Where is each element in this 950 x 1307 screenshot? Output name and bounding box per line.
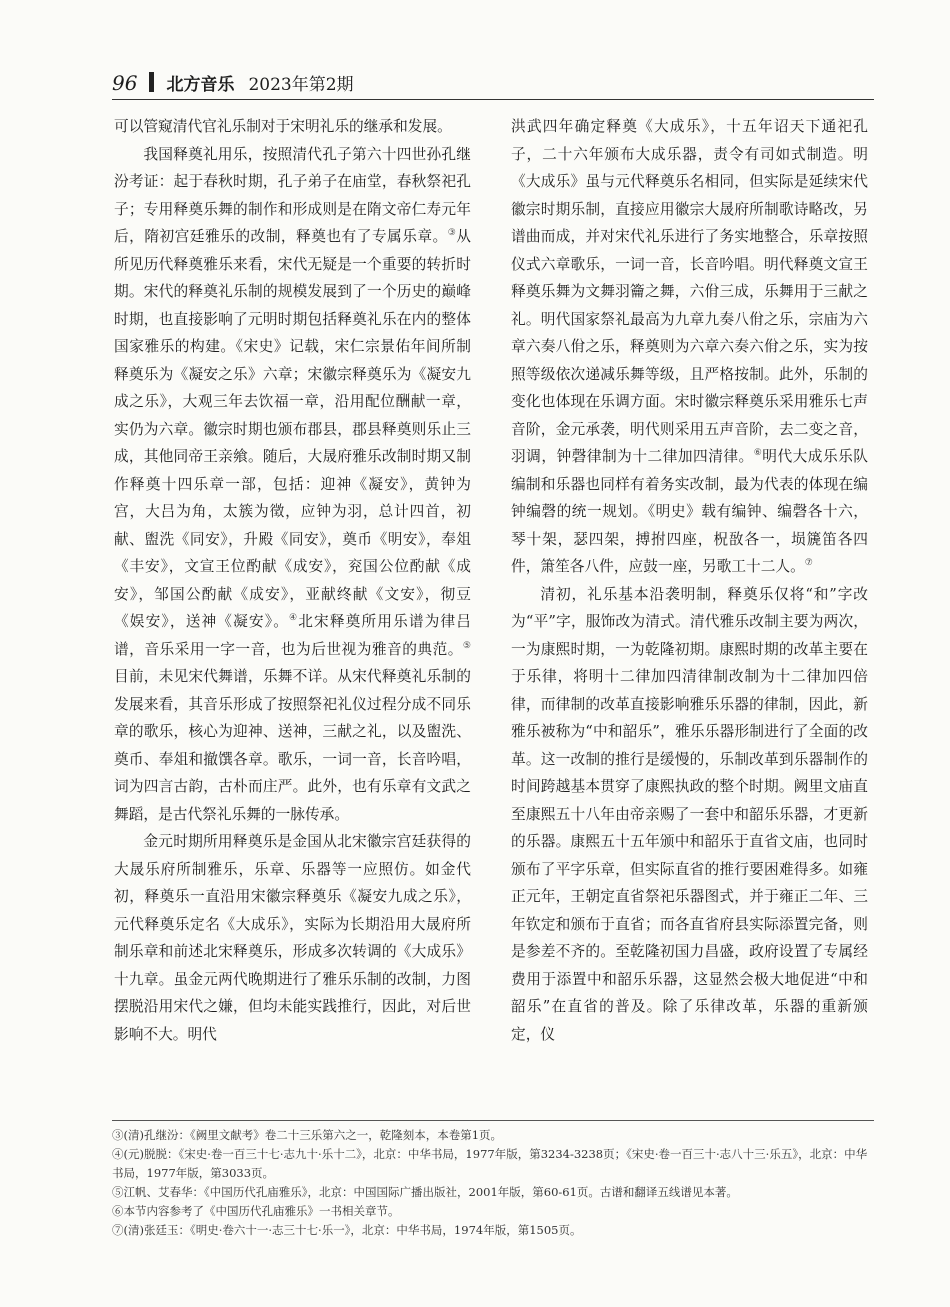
- footnote-ref: ⑦: [804, 558, 813, 569]
- journal-title: 北方音乐: [166, 75, 235, 95]
- paragraph: 清初，礼乐基本沿袭明制，释奠乐仅将“和”字改为“平”字，服饰改为清式。清代雅乐改制主要为两次，一为康熙时期，一为乾隆初期。康熙时期的改革主要在于乐律，将明十二律加四清律制改制为十二律加四倍律，而律制的改革直接影响雅乐乐器的律制，因此，新雅乐被称为“中和韶乐”，雅乐乐器形制进行了全面的改革。这一改制的推行是缓慢的，乐制改革到乐器制作的时间跨越基本贯穿了康熙执政的整个时期。阙里文庙直至康熙五十八年由帝亲赐了一套中和韶乐乐器，才更新的乐器。康熙五十五年颁中和韶乐于直省文庙，也同时颁布了平字乐章，但实际直省的推行要困难得多。如雍正元年，王朝定直省祭祀乐器图式，并于雍正二年、三年钦定和颁布于直省；而各直省府县实际添置完备，则是参差不齐的。至乾隆初国力昌盛，政府设置了专属经费用于添置中和韶乐乐器，这显然会极大地促进“中和韶乐”在直省的普及。除了乐律改革，乐器的重新颁定，仪: [511, 585, 868, 1043]
- footnote: ④(元)脱脱：《宋史·卷一百三十七·志九十·乐十二》，北京：中华书局，1977年版，第3234-3238页；《宋史·卷一百三十·志八十三·乐五》，北京：中华书局，1977年版，第3033页。: [112, 1147, 868, 1180]
- text-run: 洪武四年确定释奠《大成乐》，十五年诏天下通祀孔子，二十六年颁布大成乐器，责令有司如式制造。明《大成乐》虽与元代释奠乐名相同，但实际是延续宋代徽宗时期乐制，直接应用徽宗大晟府所制歌诗略改，另谱曲而成，并对宋代礼乐进行了务实地整合，乐章按照仪式六章歌乐，一词一音，长音吟唱。明代释奠文宣王释奠乐舞为文舞羽籥之舞，六佾三成，乐舞用于三献之礼。明代国家祭礼最高为九章九奏八佾之乐，宗庙为六章六奏八佾之乐，释奠则为六章六奏六佾之乐，实为按照等级依次递减乐舞等级，且严格按制。此外，乐制的变化也体现在乐调方面。宋时徽宗释奠乐采用雅乐七声音阶，金元承袭，明代则采用五声音阶，去二变之音，羽调，钟磬律制为十二律加四清律。: [511, 118, 868, 465]
- footnotes: [112, 1126, 874, 1240]
- paragraph: [114, 141, 471, 829]
- text-run: 目前，未见宋代舞谱，乐舞不详。从宋代释奠礼乐制的发展来看，其音乐形成了按照祭祀礼仪过程分成不同乐章的歌乐，核心为迎神、送神，三献之礼，以及盥洗、奠币、奉俎和撤馔各章。歌乐，一词一音，长音吟唱，词为四言古韵，古朴而庄严。此外，也有乐章有文武之舞蹈，是古代祭礼乐舞的一脉传承。: [114, 668, 471, 823]
- journal-issue: 2023年第2期: [248, 75, 354, 95]
- paragraph: [511, 113, 868, 581]
- text-run: 北宋释奠所用乐谱为律吕谱，音乐采用一字一音，也为后世视为雅音的典范。: [114, 613, 471, 658]
- footnote: ⑥本节内容参考了《中国历代孔庙雅乐》一书相关章节。: [112, 1204, 400, 1218]
- footnote-ref: ③: [447, 228, 457, 239]
- footnote-ref: ④: [289, 613, 299, 624]
- footnote-ref: ⑤: [462, 640, 471, 651]
- footnote: ⑤江帆、艾春华：《中国历代孔庙雅乐》，北京：中国国际广播出版社，2001年版，第60-61页。古谱和翻译五线谱见本著。: [112, 1185, 738, 1199]
- left-column: [114, 113, 471, 1048]
- footnote: ⑦(清)张廷玉：《明史·卷六十一·志三十七·乐一》，北京：中华书局，1974年版，第1505页。: [112, 1223, 582, 1237]
- header-divider-bar: [149, 72, 154, 92]
- paragraph: 金元时期所用释奠乐是金国从北宋徽宗宫廷获得的大晟乐府所制雅乐，乐章、乐器等一应照仿。如金代初，释奠乐一直沿用宋徽宗释奠乐《凝安九成之乐》，元代释奠乐定名《大成乐》，实际为长期沿用大晟府所制乐章和前述北宋释奠乐，形成多次转调的《大成乐》十九章。虽金元两代晚期进行了雅乐乐制的改制，力图摆脱沿用宋代之嫌，但均未能实践推行，因此，对后世影响不大。明代: [114, 833, 471, 1043]
- text-run: 明代大成乐乐队编制和乐器也同样有着务实改制，最为代表的体现在编钟编磬的统一规划。《明史》载有编钟、编磬各十六，琴十架，瑟四架，搏拊四座，柷敔各一，埙篪笛各四件，箫笙各八件，应鼓一座，另歌工十二人。: [511, 448, 868, 575]
- footnote-divider: [112, 1120, 874, 1121]
- text-run: 我国释奠礼用乐，按照清代孔子第六十四世孙孔继汾考证：起于春秋时期，孔子弟子在庙堂，春秋祭祀孔子；专用释奠乐舞的制作和形成则是在隋文帝仁寿元年后，隋初宫廷雅乐的改制，释奠也有了专属乐章。: [114, 145, 471, 245]
- right-column: [511, 113, 868, 1048]
- paragraph: 可以管窥清代官礼乐制对于宋明礼乐的继承和发展。: [114, 118, 452, 135]
- footnote-ref: ⑥: [753, 448, 763, 459]
- footnote: ③(清)孔继汾：《阙里文献考》卷二十三乐第六之一，乾隆刻本，本卷第1页。: [112, 1128, 503, 1142]
- text-run: 从所见历代释奠雅乐来看，宋代无疑是一个重要的转折时期。宋代的释奠礼乐制的规模发展到了一个历史的巅峰时期，也直接影响了元明时期包括释奠礼乐在内的整体国家雅乐的构建。《宋史》记载，宋仁宗景佑年间所制释奠乐为《凝安之乐》六章；宋徽宗释奠乐为《凝安九成之乐》，大观三年去饮福一章，沿用配位酬献一章，实仍为六章。徽宗时期也颁布郡县，郡县释奠则乐止三成，其他同帝王亲飨。随后，大晟府雅乐改制时期又制作释奠十四乐章一部，包括：迎神《凝安》，黄钟为宫，大吕为角，太簇为徵，应钟为羽，总计四首，初献、盥洗《同安》，升殿《同安》，奠币《明安》，奉俎《丰安》，文宣王位酌献《成安》，兖国公位酌献《成安》，邹国公酌献《成安》，亚献终献《文安》，彻豆《娱安》，送神《凝安》。: [114, 228, 471, 630]
- running-header: [112, 64, 874, 100]
- page-number: 96: [112, 71, 138, 95]
